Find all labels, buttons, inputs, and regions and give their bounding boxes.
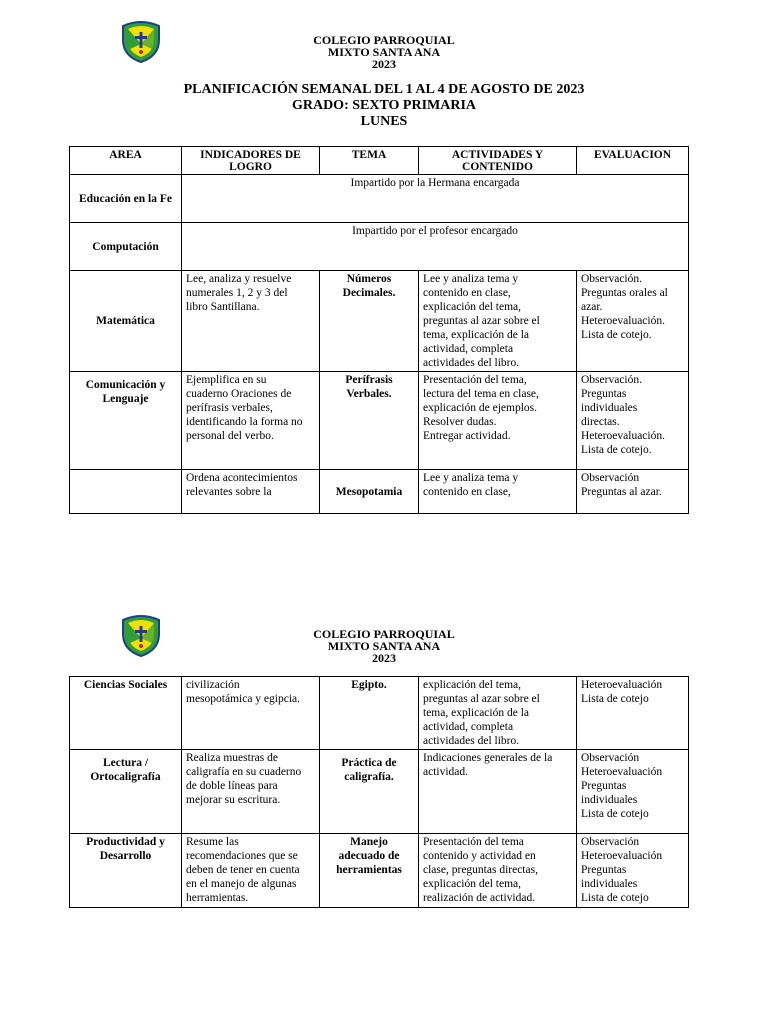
area-cell: Matemática bbox=[70, 271, 182, 372]
tema-cell: Manejo adecuado de herramientas bbox=[320, 834, 419, 908]
table-row bbox=[70, 175, 689, 223]
school-year: 2023 bbox=[372, 57, 396, 71]
header-tema: TEMA bbox=[320, 147, 419, 175]
school-name-line2: MIXTO SANTA ANA bbox=[327, 639, 441, 653]
area-cell: Lectura / Ortocaligrafía bbox=[70, 750, 182, 834]
area-cell: Computación bbox=[70, 223, 182, 271]
tema-cell: Perífrasis Verbales. bbox=[320, 372, 419, 470]
table-header-row bbox=[70, 147, 689, 175]
plan-title bbox=[0, 82, 768, 130]
evaluacion-cell: Observación Preguntas al azar. bbox=[577, 470, 689, 514]
header-actividades: ACTIVIDADES Y CONTENIDO bbox=[419, 147, 577, 175]
actividades-cell: Lee y analiza tema y contenido en clase, bbox=[419, 470, 577, 514]
actividades-cell: explicación del tema, preguntas al azar sobre el tema, explicación de la actividad, completa actividades del libro. bbox=[419, 677, 577, 750]
document-page-2 bbox=[0, 600, 768, 1024]
plan-title-line1: PLANIFICACIÓN SEMANAL DEL 1 AL 4 DE AGOSTO DE 2023 bbox=[183, 82, 585, 97]
indicadores-cell: civilización mesopotámica y egipcia. bbox=[182, 677, 320, 750]
area-cell: Comunicación y Lenguaje bbox=[70, 372, 182, 470]
indicadores-cell: Lee, analiza y resuelve numerales 1, 2 y 3 del libro Santillana. bbox=[182, 271, 320, 372]
header-area: AREA bbox=[70, 147, 182, 175]
table-row bbox=[70, 834, 689, 908]
area-cell: Ciencias Sociales bbox=[70, 677, 182, 750]
table-row bbox=[70, 271, 689, 372]
school-header bbox=[0, 628, 768, 664]
area-cell bbox=[70, 470, 182, 514]
evaluacion-cell: Observación Heteroevaluación Preguntas individuales Lista de cotejo bbox=[577, 750, 689, 834]
area-cell: Educación en la Fe bbox=[70, 175, 182, 223]
actividades-cell: Indicaciones generales de la actividad. bbox=[419, 750, 577, 834]
evaluacion-cell: Observación. Preguntas orales al azar. Heteroevaluación. Lista de cotejo. bbox=[577, 271, 689, 372]
merged-cell: Impartido por el profesor encargado bbox=[182, 223, 689, 271]
indicadores-cell: Realiza muestras de caligrafía en su cuaderno de doble líneas para mejorar su escritura. bbox=[182, 750, 320, 834]
school-name-line1: COLEGIO PARROQUIAL bbox=[313, 33, 455, 47]
school-year: 2023 bbox=[372, 651, 396, 665]
indicadores-cell: Resume las recomendaciones que se deben de tener en cuenta en el manejo de algunas herramientas. bbox=[182, 834, 320, 908]
table-row bbox=[70, 750, 689, 834]
school-name-line1: COLEGIO PARROQUIAL bbox=[313, 627, 455, 641]
indicadores-cell: Ordena acontecimientos relevantes sobre la bbox=[182, 470, 320, 514]
planning-table-page1 bbox=[69, 146, 689, 514]
plan-title-day: LUNES bbox=[360, 114, 408, 129]
plan-title-grade: GRADO: SEXTO PRIMARIA bbox=[291, 98, 477, 113]
school-name-line2: MIXTO SANTA ANA bbox=[327, 45, 441, 59]
area-cell: Productividad y Desarrollo bbox=[70, 834, 182, 908]
table-row bbox=[70, 372, 689, 470]
header-indicadores: INDICADORES DE LOGRO bbox=[182, 147, 320, 175]
school-header bbox=[0, 34, 768, 70]
header-evaluacion: EVALUACION bbox=[577, 147, 689, 175]
tema-cell: Egipto. bbox=[320, 677, 419, 750]
tema-cell: Números Decimales. bbox=[320, 271, 419, 372]
indicadores-cell: Ejemplifica en su cuaderno Oraciones de perífrasis verbales, identificando la forma no personal del verbo. bbox=[182, 372, 320, 470]
planning-table-page2 bbox=[69, 676, 689, 908]
evaluacion-cell: Observación Heteroevaluación Preguntas individuales Lista de cotejo bbox=[577, 834, 689, 908]
actividades-cell: Presentación del tema contenido y actividad en clase, preguntas directas, explicación del tema, realización de actividad. bbox=[419, 834, 577, 908]
actividades-cell: Lee y analiza tema y contenido en clase, explicación del tema, preguntas al azar sobre el tema, explicación de la actividad, completa actividades del libro. bbox=[419, 271, 577, 372]
table-row bbox=[70, 223, 689, 271]
table-row bbox=[70, 677, 689, 750]
evaluacion-cell: Heteroevaluación Lista de cotejo bbox=[577, 677, 689, 750]
evaluacion-cell: Observación. Preguntas individuales directas. Heteroevaluación. Lista de cotejo. bbox=[577, 372, 689, 470]
merged-cell: Impartido por la Hermana encargada bbox=[182, 175, 689, 223]
tema-cell: Práctica de caligrafía. bbox=[320, 750, 419, 834]
tema-cell: Mesopotamia bbox=[320, 470, 419, 514]
actividades-cell: Presentación del tema, lectura del tema en clase, explicación de ejemplos. Resolver dudas. Entregar actividad. bbox=[419, 372, 577, 470]
table-row bbox=[70, 470, 689, 514]
